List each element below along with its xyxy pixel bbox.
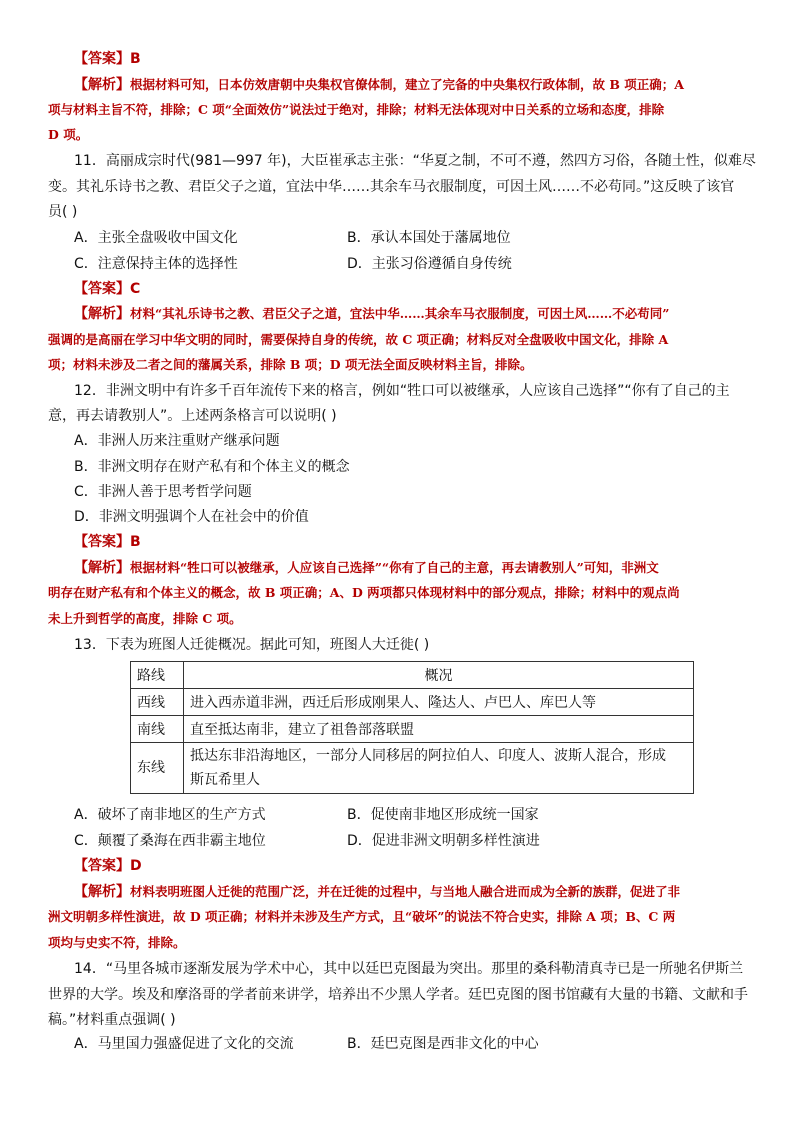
q13-analysis-line-2: 洲文明朝多样性演进，故 D 项正确；材料并未涉及生产方式，且“破坏”的说法不符合史实，排除 A 项；B、C 两 [48, 909, 676, 924]
q13-analysis-line-3: 项均与史实不符，排除。 [48, 935, 186, 950]
analysis-tag: 【解析】 [74, 306, 130, 322]
analysis-tag: 【解析】 [74, 77, 130, 93]
table-cell: 南线 [131, 716, 184, 743]
table-row [131, 716, 694, 743]
table-cell: 抵达东非沿海地区，一部分人同移居的阿拉伯人、印度人、波斯人混合，形成 斯瓦希里人 [184, 743, 694, 794]
q13-answer: 【答案】D [74, 858, 142, 874]
table-header-cell: 概况 [184, 662, 694, 689]
q11-stem-line-3: 员( ) [48, 204, 78, 220]
table-cell: 西线 [131, 689, 184, 716]
q13-option-b: B．促使南非地区形成统一国家 [347, 807, 539, 823]
q13-option-a: A．破坏了南非地区的生产方式 [74, 807, 266, 823]
q11-option-d: D．主张习俗遵循自身传统 [347, 256, 512, 272]
q10-answer: 【答案】B [74, 51, 141, 67]
q12-option-b: B．非洲文明存在财产私有和个体主义的概念 [74, 459, 350, 475]
q13-stem: 13．下表为班图人迁徙概况。据此可知，班图人大迁徙( ) [74, 637, 430, 653]
q11-stem-line-1: 11．高丽成宗时代(981—997 年)，大臣崔承志主张：“华夏之制，不可不遵，然四方习俗，各随土性，似难尽 [74, 153, 756, 169]
q12-answer: 【答案】B [74, 534, 141, 550]
q11-option-c: C．注意保持主体的选择性 [74, 256, 238, 272]
migration-table [130, 661, 694, 794]
q12-option-c: C．非洲人善于思考哲学问题 [74, 484, 252, 500]
q11-option-b: B．承认本国处于藩属地位 [347, 230, 511, 246]
q12-analysis-line-1: 【解析】根据材料“牲口可以被继承，人应该自己选择”“你有了自己的主意，再去请教别人”可知，非洲文 [74, 560, 659, 576]
table-row [131, 743, 694, 794]
table-header-row [131, 662, 694, 689]
q14-option-b: B．廷巴克图是西非文化的中心 [347, 1036, 539, 1052]
analysis-tag: 【解析】 [74, 884, 130, 900]
q13-analysis-line-1: 【解析】材料表明班图人迁徙的范围广泛，并在迁徙的过程中，与当地人融合进而成为全新的族群，促进了非 [74, 884, 681, 900]
q13-option-d: D．促进非洲文明朝多样性演进 [347, 833, 540, 849]
q14-option-a: A．马里国力强盛促进了文化的交流 [74, 1036, 294, 1052]
q11-stem-line-2: 变。其礼乐诗书之教、君臣父子之道，宜法中华……其余车马衣服制度，可因土风……不必苟同。”这反映了该官 [48, 179, 735, 195]
table-cell: 东线 [131, 743, 184, 794]
table-cell: 进入西赤道非洲，西迁后形成刚果人、隆达人、卢巴人、库巴人等 [184, 689, 694, 716]
q10-analysis-line-3: D 项。 [48, 127, 89, 142]
q14-stem-line-2: 世界的大学。埃及和摩洛哥的学者前来讲学，培养出不少黑人学者。廷巴克图的图书馆藏有大量的书籍、文献和手 [48, 987, 748, 1003]
q11-answer: 【答案】C [74, 281, 141, 297]
table-row [131, 689, 694, 716]
q10-analysis-line-1: 【解析】根据材料可知，日本仿效唐朝中央集权官僚体制，建立了完备的中央集权行政体制，故 B 项正确；A [74, 77, 684, 93]
q11-analysis-line-3: 项；材料未涉及二者之间的藩属关系，排除 B 项；D 项无法全面反映材料主旨，排除。 [48, 357, 533, 372]
q14-stem-line-3: 稿。”材料重点强调( ) [48, 1012, 176, 1028]
table-cell: 直至抵达南非，建立了祖鲁部落联盟 [184, 716, 694, 743]
q13-option-c: C．颠覆了桑海在西非霸主地位 [74, 833, 266, 849]
q14-stem-line-1: 14．“马里各城市逐渐发展为学术中心，其中以廷巴克图最为突出。那里的桑科勒清真寺已是一所驰名伊斯兰 [74, 961, 744, 977]
q12-analysis-line-3: 未上升到哲学的高度，排除 C 项。 [48, 611, 242, 626]
q11-analysis-line-2: 强调的是高丽在学习中华文明的同时，需要保持自身的传统，故 C 项正确；材料反对全盘吸收中国文化，排除 A [48, 332, 669, 347]
q12-stem-line-2: 意，再去请教别人”。上述两条格言可以说明( ) [48, 408, 337, 424]
q11-option-a: A．主张全盘吸收中国文化 [74, 230, 238, 246]
q12-option-a: A．非洲人历来注重财产继承问题 [74, 433, 280, 449]
q10-analysis-line-2: 项与材料主旨不符，排除；C 项“全面效仿”说法过于绝对，排除；材料无法体现对中日关系的立场和态度，排除 [48, 102, 665, 117]
analysis-tag: 【解析】 [74, 560, 130, 576]
q12-option-d: D．非洲文明强调个人在社会中的价值 [74, 509, 309, 525]
q12-analysis-line-2: 明存在财产私有和个体主义的概念，故 B 项正确；A、D 两项都只体现材料中的部分观点，排除；材料中的观点尚 [48, 585, 680, 600]
q12-stem-line-1: 12．非洲文明中有许多千百年流传下来的格言，例如“牲口可以被继承，人应该自己选择”“你有了自己的主 [74, 383, 730, 399]
q11-analysis-line-1: 【解析】材料“其礼乐诗书之教、君臣父子之道，宜法中华……其余车马衣服制度，可因土风……不必苟同” [74, 306, 670, 322]
table-header-cell: 路线 [131, 662, 184, 689]
